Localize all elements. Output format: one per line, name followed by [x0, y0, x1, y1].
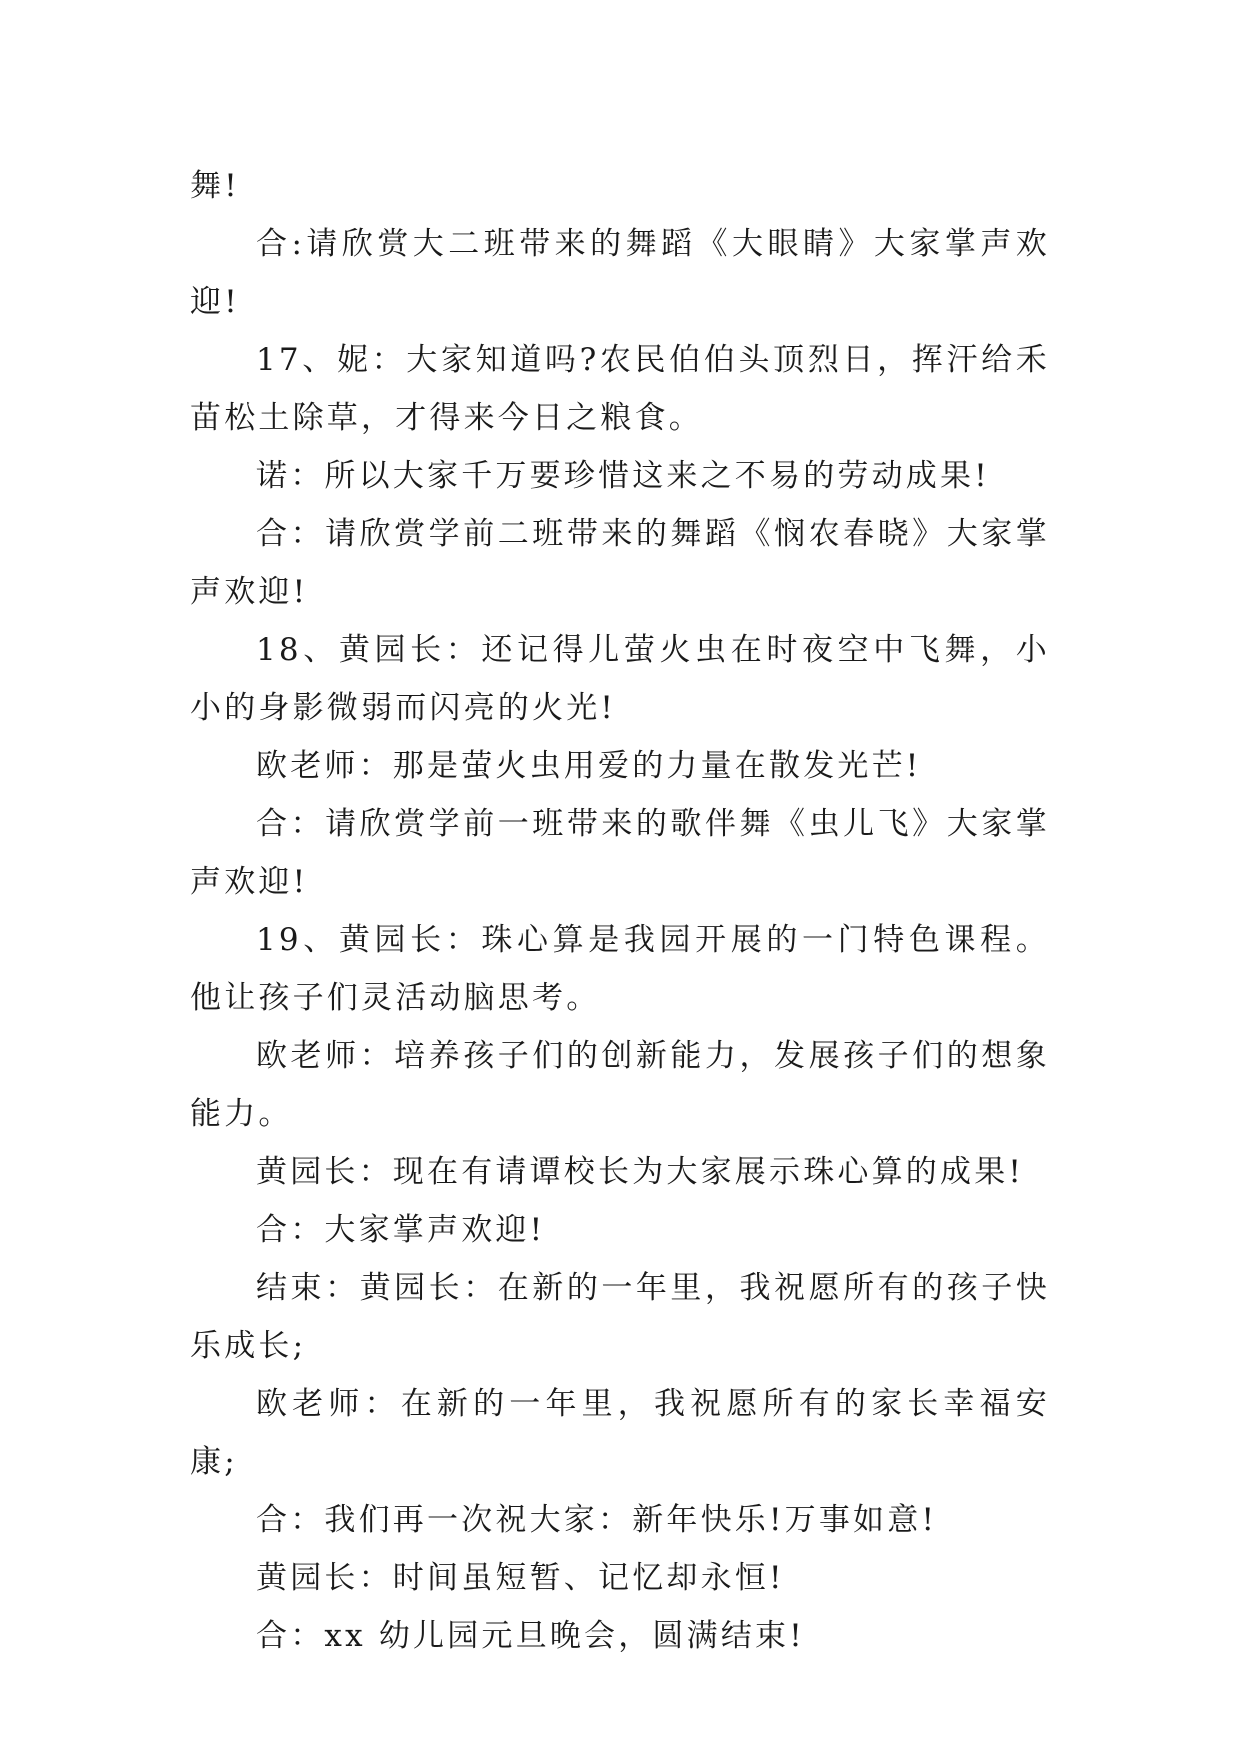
paragraph: 欧老师：那是萤火虫用爱的力量在散发光芒!: [256, 748, 922, 784]
paragraph: 合：大家掌声欢迎!: [256, 1212, 546, 1248]
paragraph: 合：请欣赏学前二班带来的舞蹈《悯农春晓》大家掌声欢迎!: [190, 516, 1050, 610]
paragraph: 黄园长：时间虽短暂、记忆却永恒!: [256, 1560, 785, 1596]
paragraph: 诺：所以大家千万要珍惜这来之不易的劳动成果!: [256, 458, 990, 494]
paragraph: 合：我们再一次祝大家：新年快乐!万事如意!: [256, 1502, 938, 1538]
paragraph: 欧老师：培养孩子们的创新能力，发展孩子们的想象能力。: [190, 1038, 1050, 1132]
paragraph: 黄园长：现在有请谭校长为大家展示珠心算的成果!: [256, 1154, 1025, 1190]
paragraph: 结束：黄园长：在新的一年里，我祝愿所有的孩子快乐成长;: [190, 1270, 1050, 1364]
paragraph: 合：xx 幼儿园元旦晚会，圆满结束!: [256, 1618, 805, 1654]
document-body: [190, 157, 1050, 1665]
paragraph: 欧老师：在新的一年里，我祝愿所有的家长幸福安康;: [190, 1386, 1050, 1480]
paragraph: 19、黄园长：珠心算是我园开展的一门特色课程。他让孩子们灵活动脑思考。: [190, 922, 1050, 1016]
paragraph: 17、妮：大家知道吗?农民伯伯头顶烈日，挥汗给禾苗松土除草，才得来今日之粮食。: [190, 342, 1050, 436]
paragraph: 18、黄园长：还记得儿萤火虫在时夜空中飞舞，小小的身影微弱而闪亮的火光!: [190, 632, 1050, 726]
paragraph-continuation: 舞!: [190, 168, 240, 204]
paragraph: 合:请欣赏大二班带来的舞蹈《大眼睛》大家掌声欢迎!: [190, 226, 1050, 320]
paragraph: 合：请欣赏学前一班带来的歌伴舞《虫儿飞》大家掌声欢迎!: [190, 806, 1050, 900]
